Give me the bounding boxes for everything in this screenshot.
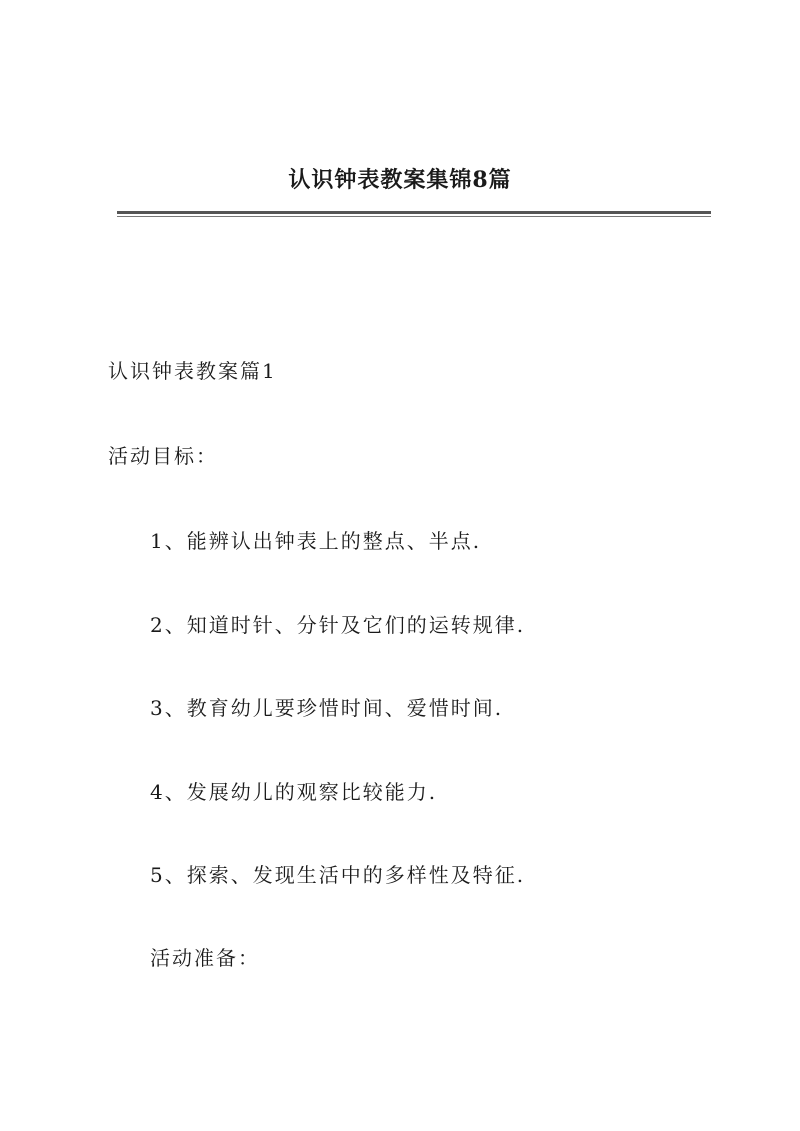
- goals-heading: 活动目标：: [108, 444, 218, 468]
- document-title: 认识钟表教案集锦8篇: [288, 167, 512, 193]
- goal-item: 1、能辨认出钟表上的整点、半点.: [150, 529, 482, 553]
- goal-item: 2、知道时针、分针及它们的运转规律.: [150, 613, 526, 637]
- section-heading: 认识钟表教案篇1: [108, 359, 277, 383]
- title-divider: [117, 211, 711, 214]
- goal-item: 5、探索、发现生活中的多样性及特征.: [150, 863, 526, 887]
- goal-item: 3、教育幼儿要珍惜时间、爱惜时间.: [150, 696, 504, 720]
- goal-item: 4、发展幼儿的观察比较能力.: [150, 780, 438, 804]
- preparation-heading: 活动准备：: [150, 946, 260, 970]
